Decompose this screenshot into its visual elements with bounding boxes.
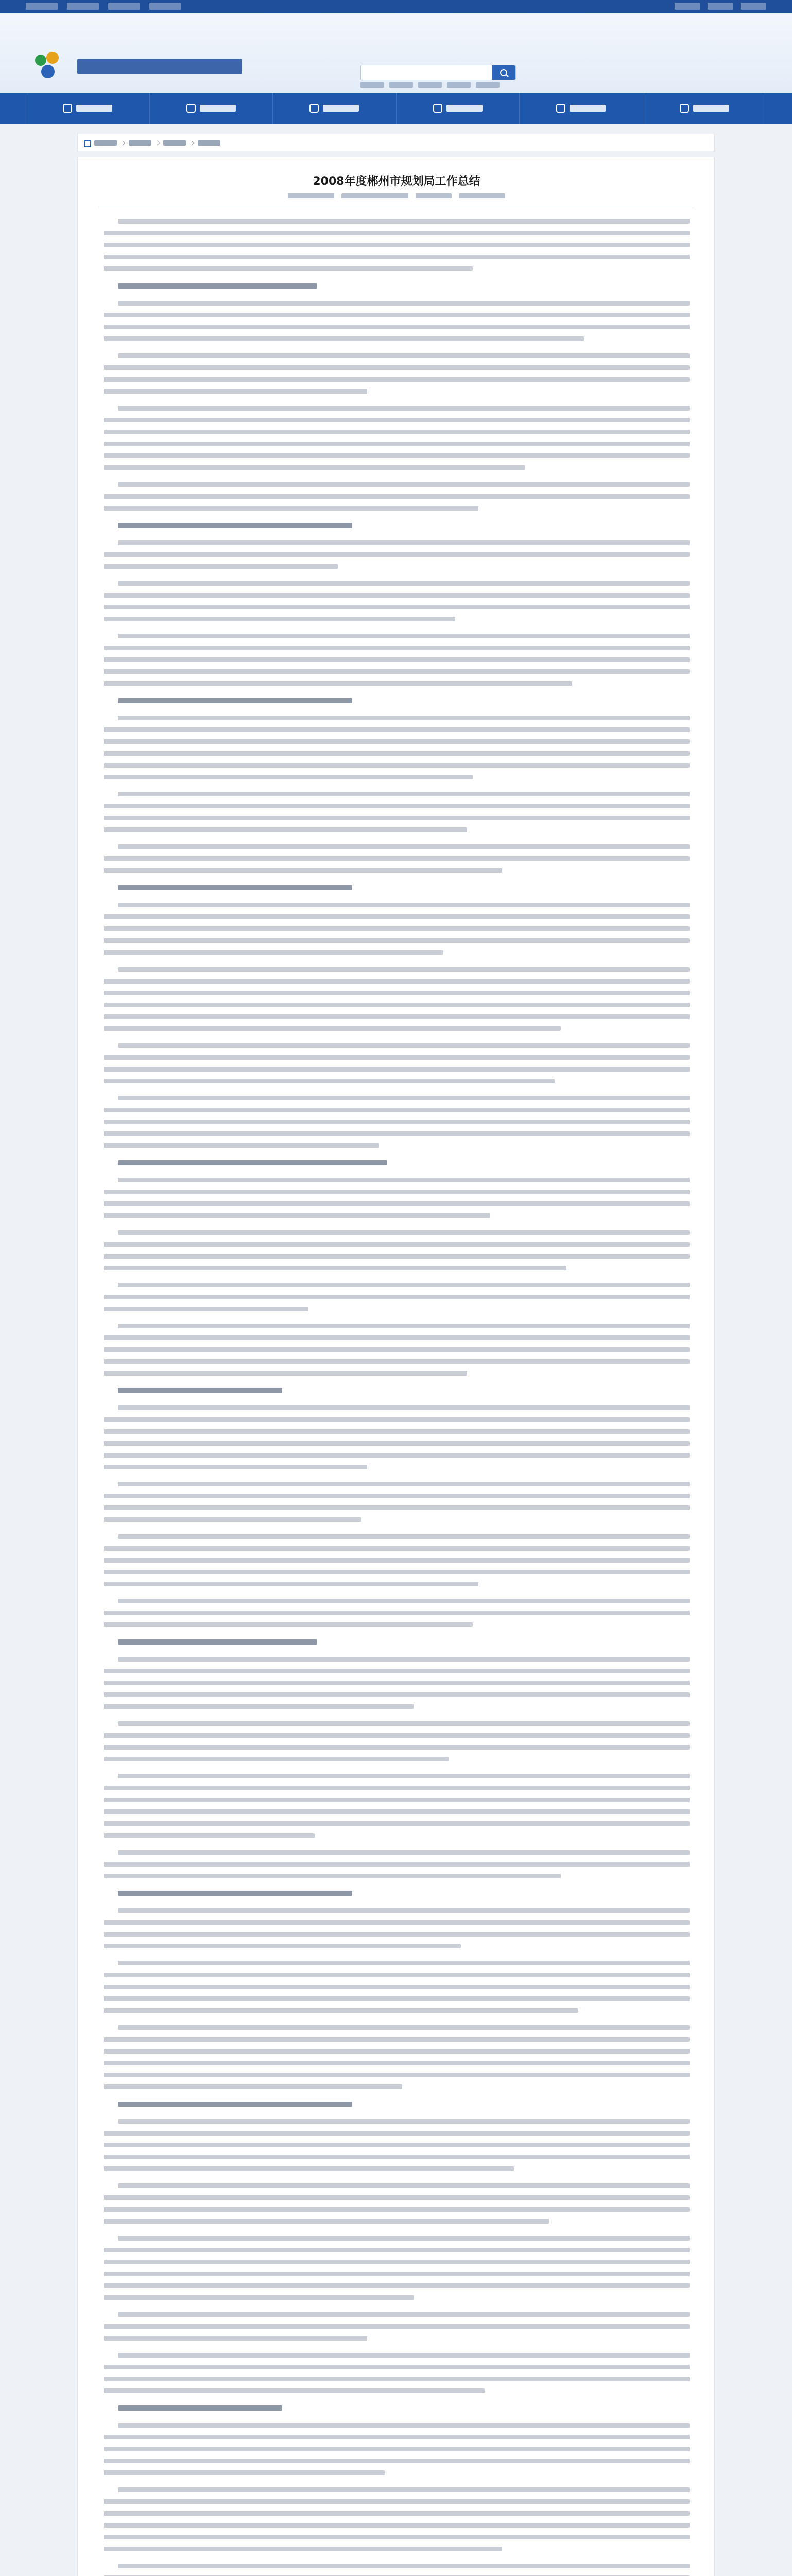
breadcrumb	[77, 134, 715, 151]
nav-item[interactable]	[26, 93, 150, 124]
body-text-line	[118, 2312, 690, 2317]
body-text-line	[104, 564, 338, 569]
breadcrumb-item[interactable]	[163, 140, 186, 146]
body-text-line	[104, 1546, 690, 1551]
body-text-line	[104, 868, 502, 873]
paragraph-gap	[104, 535, 690, 540]
paragraph-gap	[104, 1956, 690, 1961]
nav-icon	[63, 104, 72, 113]
paragraph-gap	[104, 1225, 690, 1230]
body-text-line	[118, 716, 690, 720]
meta-item	[416, 193, 452, 198]
body-text-line	[118, 1774, 690, 1778]
section-heading-line	[118, 1160, 387, 1165]
meta-item	[459, 193, 505, 198]
body-text-line	[104, 605, 690, 609]
body-text-line	[104, 681, 572, 686]
body-text-line	[104, 1417, 690, 1422]
body-text-line	[118, 1324, 690, 1328]
body-text-line	[104, 2295, 414, 2300]
nav-item[interactable]	[273, 93, 397, 124]
paragraph-gap	[104, 2178, 690, 2183]
body-text-line	[118, 1850, 690, 1855]
body-text-line	[104, 453, 690, 458]
top-link[interactable]	[149, 3, 181, 10]
body-text-line	[104, 1733, 690, 1738]
body-text-line	[118, 792, 690, 796]
body-text-line	[118, 1405, 690, 1410]
nav-label	[446, 105, 483, 112]
hot-word[interactable]	[418, 82, 442, 88]
body-text-line	[104, 2143, 690, 2147]
breadcrumb-item[interactable]	[129, 140, 151, 146]
body-text-line	[104, 775, 473, 779]
body-text-line	[104, 494, 690, 499]
paragraph-gap	[104, 839, 690, 844]
body-text-line	[104, 2535, 690, 2539]
body-text-line	[118, 353, 690, 358]
body-text-line	[104, 430, 690, 434]
main-nav	[0, 93, 792, 124]
search-icon-handle	[506, 74, 509, 77]
search-input[interactable]	[361, 65, 493, 79]
body-text-line	[104, 1985, 690, 1989]
site-title-graphic	[77, 59, 242, 74]
body-text-line	[118, 1657, 690, 1662]
body-text-line	[118, 2353, 690, 2358]
body-text-line	[104, 950, 443, 955]
breadcrumb-item[interactable]	[198, 140, 220, 146]
body-text-line	[104, 617, 455, 621]
body-text-line	[104, 243, 690, 247]
body-text-line	[104, 751, 690, 756]
paragraph-gap	[104, 1652, 690, 1657]
paragraph-gap	[104, 2482, 690, 2487]
body-text-line	[104, 669, 690, 674]
body-text-line	[104, 1973, 690, 1977]
section-heading-line	[118, 1639, 317, 1645]
body-text-line	[118, 844, 690, 849]
body-text-line	[104, 2523, 690, 2528]
section-heading-line	[118, 885, 352, 890]
paragraph-gap	[104, 1886, 690, 1891]
body-text-line	[104, 856, 690, 861]
top-right-links	[675, 3, 766, 10]
home-icon	[84, 140, 91, 147]
paragraph-gap	[104, 1477, 690, 1482]
body-text-line	[104, 2388, 485, 2393]
nav-item[interactable]	[150, 93, 273, 124]
body-text-line	[104, 1874, 561, 1878]
body-text-line	[104, 926, 690, 931]
paragraph-gap	[104, 1634, 690, 1639]
body-text-line	[104, 1347, 690, 1352]
body-text-line	[104, 727, 690, 732]
body-text-line	[104, 979, 690, 984]
paragraph-gap	[104, 897, 690, 903]
body-text-line	[104, 1295, 690, 1299]
body-text-line	[104, 1359, 690, 1364]
paragraph-gap	[104, 1173, 690, 1178]
paragraph-gap	[104, 1038, 690, 1043]
paragraph-gap	[104, 1383, 690, 1388]
body-text-line	[104, 2272, 690, 2276]
section-heading-line	[118, 2405, 282, 2411]
paragraph-gap	[104, 1594, 690, 1599]
hot-word[interactable]	[447, 82, 471, 88]
body-text-line	[104, 1798, 690, 1802]
body-text-line	[104, 2547, 502, 2551]
body-text-line	[104, 1003, 690, 1007]
paragraph-gap	[104, 2020, 690, 2025]
body-text-line	[104, 2061, 690, 2065]
paragraph-gap	[104, 401, 690, 406]
body-text-line	[104, 1242, 690, 1247]
body-text-line	[104, 1254, 690, 1259]
nav-label	[323, 105, 359, 112]
body-text-line	[104, 2195, 690, 2200]
body-text-line	[118, 540, 690, 545]
body-text-line	[104, 2049, 690, 2054]
body-text-line	[104, 914, 690, 919]
body-text-line	[104, 1517, 361, 1522]
body-text-line	[104, 506, 478, 511]
nav-icon	[309, 104, 319, 113]
body-text-line	[104, 389, 367, 394]
paragraph-gap	[104, 1400, 690, 1405]
body-text-line	[104, 1453, 690, 1458]
section-heading-line	[118, 1388, 282, 1393]
body-text-line	[104, 2084, 402, 2089]
body-text-line	[104, 2166, 514, 2171]
paragraph-gap	[104, 518, 690, 523]
section-heading-line	[118, 1891, 352, 1896]
article-body	[104, 219, 690, 2576]
body-text-line	[104, 739, 690, 744]
body-text-line	[104, 1067, 690, 1072]
top-utility-bar	[0, 0, 792, 13]
body-text-line	[104, 1862, 690, 1867]
body-text-line	[104, 313, 690, 317]
body-text-line	[104, 1821, 690, 1826]
body-text-line	[104, 336, 584, 341]
body-text-line	[118, 2487, 690, 2492]
nav-icon	[186, 104, 196, 113]
body-text-line	[104, 938, 690, 943]
body-text-line	[104, 1494, 690, 1498]
body-text-line	[104, 255, 690, 259]
body-text-line	[104, 2283, 690, 2288]
body-text-line	[104, 266, 473, 271]
body-text-line	[104, 1026, 561, 1031]
body-text-line	[104, 1014, 690, 1019]
meta-item	[288, 193, 334, 198]
breadcrumb-trail	[94, 140, 220, 146]
body-text-line	[104, 1757, 449, 1761]
body-text-line	[118, 2025, 690, 2030]
body-text-line	[104, 1079, 555, 1083]
section-heading-line	[118, 2102, 352, 2107]
logo-dot	[46, 52, 59, 64]
body-text-line	[104, 1108, 690, 1112]
paragraph-gap	[104, 1155, 690, 1160]
breadcrumb-item[interactable]	[94, 140, 117, 146]
body-text-line	[118, 1599, 690, 1603]
body-text-line	[104, 1704, 414, 1709]
nav-label	[570, 105, 606, 112]
body-text-line	[104, 1745, 690, 1750]
body-text-line	[118, 482, 690, 487]
breadcrumb-separator	[120, 141, 126, 146]
nav-icon	[680, 104, 689, 113]
body-text-line	[104, 418, 690, 422]
section-heading-line	[118, 698, 352, 703]
body-text-line	[104, 1920, 690, 1925]
article-title: 2008年度郴州市规划局工作总结	[313, 175, 480, 188]
body-text-line	[118, 2423, 690, 2428]
paragraph-gap	[104, 1278, 690, 1283]
body-text-line	[104, 2324, 690, 2329]
body-text-line	[104, 827, 467, 832]
body-text-line	[104, 2155, 690, 2159]
paragraph-gap	[104, 1769, 690, 1774]
body-text-line	[118, 1908, 690, 1913]
body-text-line	[104, 1371, 467, 1376]
nav-item[interactable]	[643, 93, 767, 124]
paragraph-gap	[104, 1845, 690, 1850]
paragraph-gap	[104, 629, 690, 634]
paragraph-gap	[104, 2418, 690, 2423]
search-box	[360, 65, 516, 80]
body-text-line	[104, 1441, 690, 1446]
body-text-line	[104, 365, 690, 370]
body-text-line	[104, 804, 690, 808]
paragraph-gap	[104, 2400, 690, 2405]
top-link[interactable]	[67, 3, 99, 10]
paragraph-gap	[104, 2114, 690, 2119]
body-text-line	[118, 1961, 690, 1965]
body-text-line	[104, 2377, 690, 2381]
body-text-line	[104, 1190, 690, 1194]
body-text-line	[118, 1534, 690, 1539]
body-text-line	[104, 1786, 690, 1790]
paragraph-gap	[104, 2558, 690, 2564]
body-text-line	[104, 1582, 478, 1586]
body-text-line	[104, 2260, 690, 2264]
body-text-line	[104, 442, 690, 446]
section-heading-line	[118, 283, 317, 289]
body-text-line	[104, 763, 690, 768]
body-text-line	[118, 219, 690, 224]
nav-icon	[433, 104, 442, 113]
body-text-line	[104, 2219, 549, 2224]
body-text-line	[118, 1178, 690, 1182]
breadcrumb-separator	[155, 141, 160, 146]
article-card	[77, 157, 715, 2576]
body-text-line	[104, 1120, 690, 1124]
body-text-line	[104, 1505, 690, 1510]
top-link[interactable]	[708, 3, 733, 10]
nav-label	[200, 105, 236, 112]
paragraph-gap	[104, 1903, 690, 1908]
body-text-line	[118, 634, 690, 638]
body-text-line	[118, 903, 690, 907]
body-text-line	[104, 1692, 690, 1697]
body-text-line	[104, 1131, 690, 1136]
body-text-line	[104, 593, 690, 598]
logo-dot	[41, 65, 55, 78]
nav-item[interactable]	[397, 93, 520, 124]
body-text-line	[104, 2447, 690, 2451]
body-text-line	[104, 2248, 690, 2252]
paragraph-gap	[104, 693, 690, 698]
body-text-line	[104, 231, 690, 235]
body-text-line	[118, 1482, 690, 1486]
body-text-line	[104, 1996, 690, 2001]
top-link[interactable]	[675, 3, 700, 10]
paragraph-gap	[104, 1529, 690, 1534]
body-text-line	[104, 325, 690, 329]
hot-word[interactable]	[360, 82, 384, 88]
body-text-line	[104, 1465, 367, 1469]
hot-search-words	[360, 82, 500, 88]
body-text-line	[104, 1558, 690, 1563]
body-text-line	[104, 1429, 690, 1434]
body-text-line	[104, 1611, 690, 1615]
body-text-line	[118, 1043, 690, 1048]
body-text-line	[104, 1143, 379, 1148]
body-text-line	[118, 1721, 690, 1726]
logo-dot	[35, 55, 46, 66]
body-text-line	[104, 2499, 690, 2504]
body-text-line	[104, 1335, 690, 1340]
hot-word[interactable]	[476, 82, 500, 88]
search-button[interactable]	[492, 65, 515, 80]
paragraph-gap	[104, 1716, 690, 1721]
body-text-line	[104, 552, 690, 557]
top-link[interactable]	[26, 3, 58, 10]
body-text-line	[104, 1944, 461, 1948]
body-text-line	[104, 991, 690, 995]
body-text-line	[104, 1307, 308, 1311]
body-text-line	[104, 2008, 578, 2013]
body-text-line	[104, 1570, 690, 1574]
paragraph-gap	[104, 296, 690, 301]
body-text-line	[104, 2435, 690, 2439]
nav-item[interactable]	[520, 93, 643, 124]
paragraph-gap	[104, 1318, 690, 1324]
site-title[interactable]	[77, 59, 242, 74]
site-header	[0, 13, 792, 93]
body-text-line	[118, 406, 690, 411]
nav-label	[693, 105, 729, 112]
top-link[interactable]	[108, 3, 140, 10]
body-text-line	[104, 465, 525, 470]
meta-item	[341, 193, 408, 198]
body-text-line	[104, 2131, 690, 2136]
body-text-line	[118, 2236, 690, 2241]
body-text-line	[104, 816, 690, 820]
paragraph-gap	[104, 710, 690, 716]
paragraph-gap	[104, 477, 690, 482]
body-text-line	[118, 301, 690, 306]
section-heading-line	[118, 523, 352, 528]
paragraph-gap	[104, 962, 690, 967]
body-text-line	[104, 657, 690, 662]
body-text-line	[104, 1213, 490, 1218]
body-text-line	[104, 2511, 690, 2516]
nav-label	[76, 105, 112, 112]
body-text-line	[104, 2336, 367, 2341]
body-text-line	[118, 2183, 690, 2188]
body-text-line	[118, 581, 690, 586]
body-text-line	[104, 2207, 690, 2212]
body-text-line	[104, 377, 690, 382]
paragraph-gap	[104, 2348, 690, 2353]
body-text-line	[104, 1833, 315, 1838]
paragraph-gap	[104, 576, 690, 581]
body-text-line	[118, 1230, 690, 1235]
paragraph-gap	[104, 2307, 690, 2312]
body-text-line	[104, 1622, 473, 1627]
body-text-line	[118, 967, 690, 972]
body-text-line	[104, 1201, 690, 1206]
top-left-links	[26, 3, 181, 10]
paragraph-gap	[104, 2096, 690, 2102]
body-text-line	[104, 2073, 690, 2077]
body-text-line	[104, 2037, 690, 2042]
body-text-line	[104, 1681, 690, 1685]
body-text-line	[118, 1283, 690, 1287]
body-text-line	[104, 2365, 690, 2369]
paragraph-gap	[104, 880, 690, 885]
body-text-line	[118, 2564, 690, 2568]
breadcrumb-separator	[190, 141, 195, 146]
body-text-line	[104, 1809, 690, 1814]
body-text-line	[104, 646, 690, 650]
paragraph-gap	[104, 787, 690, 792]
body-text-line	[104, 1932, 690, 1937]
paragraph-gap	[104, 278, 690, 283]
body-text-line	[118, 2119, 690, 2124]
paragraph-gap	[104, 348, 690, 353]
body-text-line	[104, 2470, 385, 2475]
paragraph-gap	[104, 2231, 690, 2236]
body-text-line	[104, 1669, 690, 1673]
article-meta	[78, 193, 715, 198]
nav-icon	[556, 104, 565, 113]
hot-word[interactable]	[389, 82, 413, 88]
site-logo-icon[interactable]	[31, 49, 67, 86]
body-text-line	[118, 1096, 690, 1100]
paragraph-gap	[104, 1091, 690, 1096]
body-text-line	[104, 1266, 566, 1270]
body-text-line	[104, 1055, 690, 1060]
top-link[interactable]	[741, 3, 766, 10]
main-nav-items	[26, 93, 766, 124]
body-text-line	[104, 2459, 690, 2463]
